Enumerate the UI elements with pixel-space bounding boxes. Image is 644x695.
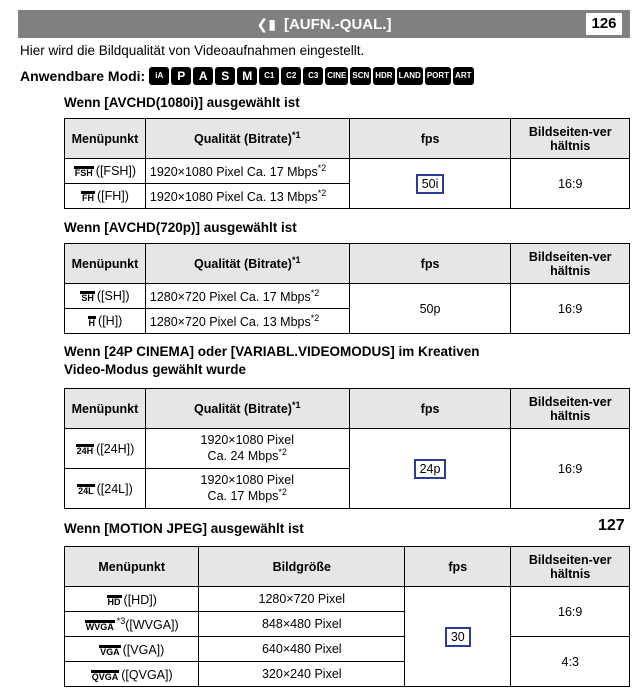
mode-portrait-icon: PORT (425, 67, 451, 85)
header-ratio: Bildseiten-ver hältnis (511, 119, 630, 159)
mode-m-icon: M (237, 67, 257, 85)
quality-cell: 1920×1080 Pixel Ca. 17 Mbps$^{*2}$ (145, 159, 349, 184)
ratio-cell: 16:9 (511, 284, 630, 334)
page-heading (18, 10, 630, 38)
menu-item-vga: VGA ([VGA]) (65, 637, 199, 662)
mode-ia-icon: iA (149, 67, 169, 85)
header-menu: Menüpunkt (65, 547, 199, 587)
video-h-icon: H (88, 318, 96, 329)
section3-title (64, 343, 480, 379)
page-number: 126 (586, 13, 622, 35)
header-fps: fps (349, 244, 511, 284)
mode-p-icon: P (171, 67, 191, 85)
section4-title: Wenn [MOTION JPEG] ausgewählt ist (64, 521, 304, 536)
header-ratio: Bildseiten-ver hältnis (511, 547, 630, 587)
ratio-cell: 16:9 (511, 159, 630, 209)
section4-table (64, 546, 630, 687)
mode-c3-icon: C3 (303, 67, 323, 85)
mode-icons (149, 67, 475, 85)
size-cell: 848×480 Pixel (199, 612, 405, 637)
video-sh-icon: SH (81, 293, 94, 304)
section3-title-line2: Video-Modus gewählt wurde (64, 362, 247, 377)
video-wvga-icon: WVGA (85, 622, 114, 633)
video-24l-icon: 24L (78, 485, 94, 496)
menu-item-fsh: FSH ([FSH]) (65, 159, 146, 184)
fps-cell (349, 159, 511, 209)
size-cell: 1280×720 Pixel (199, 587, 405, 612)
menu-item-qvga: QVGA ([QVGA]) (65, 662, 199, 687)
quality-cell: 1280×720 Pixel Ca. 13 Mbps$^{*2}$ (145, 309, 349, 334)
menu-item-sh: SH ([SH]) (65, 284, 146, 309)
menu-item-24h: 24H ([24H]) (65, 429, 146, 469)
mode-s-icon: S (215, 67, 235, 85)
table-row (65, 637, 630, 662)
quality-cell: 1280×720 Pixel Ca. 17 Mbps$^{*2}$ (145, 284, 349, 309)
mode-art-icon: ART (453, 67, 473, 85)
mode-c1-icon: C1 (259, 67, 279, 85)
mode-a-icon: A (193, 67, 213, 85)
fps-cell: 50p (349, 284, 511, 334)
header-size: Bildgröße (199, 547, 405, 587)
section3-title-line1: Wenn [24P CINEMA] oder [VARIABL.VIDEOMODUS] im Kreativen (64, 344, 480, 359)
section1-table (64, 118, 630, 209)
video-hd-icon: HD (107, 597, 121, 608)
intro-text: Hier wird die Bildqualität von Videoaufnahmen eingestellt. (20, 43, 365, 58)
fps-value: 50i (416, 174, 445, 194)
mode-c2-icon: C2 (281, 67, 301, 85)
quality-cell: 1920×1080 Pixel Ca. 24 Mbps$^{*2}$ (145, 429, 349, 469)
menu-item-24l: 24L ([24L]) (65, 469, 146, 509)
mode-hdr-icon: HDR (373, 67, 394, 85)
ratio-cell-std: 4:3 (511, 637, 630, 687)
menu-item-fh: FH ([FH]) (65, 184, 146, 209)
header-menu: Menüpunkt (65, 244, 146, 284)
video-fsh-icon: FSH (74, 168, 93, 179)
fps-cell (349, 429, 511, 509)
page-number-127: 127 (598, 517, 625, 534)
header-title: [AUFN.-QUAL.] (283, 16, 392, 33)
modes-label: Anwendbare Modi: (20, 68, 146, 84)
header-menu: Menüpunkt (65, 389, 146, 429)
header-ratio: Bildseiten-ver hältnis (511, 389, 630, 429)
menu-item-h: H ([H]) (65, 309, 146, 334)
video-fh-icon: FH (81, 193, 94, 204)
section3-table (64, 388, 630, 509)
section1-title: Wenn [AVCHD(1080i)] ausgewählt ist (64, 95, 300, 110)
header-quality: Qualität (Bitrate)$^{*1}$ (145, 244, 349, 284)
header-fps: fps (349, 119, 511, 159)
header-fps: fps (405, 547, 511, 587)
header-ratio: Bildseiten-ver hältnis (511, 244, 630, 284)
mode-landscape-icon: LAND (397, 67, 423, 85)
fps-cell (405, 587, 511, 687)
fps-value: 24p (414, 459, 447, 479)
quality-cell: 1920×1080 Pixel Ca. 13 Mbps$^{*2}$ (145, 184, 349, 209)
size-cell: 640×480 Pixel (199, 637, 405, 662)
section2-title: Wenn [AVCHD(720p)] ausgewählt ist (64, 220, 297, 235)
mode-cine-icon: CINE (325, 67, 348, 85)
video-qvga-icon: QVGA (91, 672, 119, 683)
table-row (65, 429, 630, 469)
header-quality: Qualität (Bitrate)$^{*1}$ (145, 119, 349, 159)
menu-item-wvga: WVGA$^{*3}$([WVGA]) (65, 612, 199, 637)
applicable-modes (20, 67, 476, 85)
section2-table (64, 243, 630, 334)
header-fps: fps (349, 389, 511, 429)
mode-scn-icon: SCN (350, 67, 371, 85)
header-quality: Qualität (Bitrate)$^{*1}$ (145, 389, 349, 429)
header-menu: Menüpunkt (65, 119, 146, 159)
header-bar (18, 10, 630, 38)
menu-item-hd: HD ([HD]) (65, 587, 199, 612)
fps-value: 30 (445, 627, 471, 647)
size-cell: 320×240 Pixel (199, 662, 405, 687)
table-row (65, 284, 630, 309)
table-row (65, 587, 630, 612)
back-arrow-icon: ❮▮ (256, 16, 276, 32)
ratio-cell: 16:9 (511, 429, 630, 509)
video-vga-icon: VGA (100, 647, 120, 658)
video-24h-icon: 24H (76, 445, 94, 456)
table-row (65, 159, 630, 184)
ratio-cell-wide: 16:9 (511, 587, 630, 637)
quality-cell: 1920×1080 Pixel Ca. 17 Mbps$^{*2}$ (145, 469, 349, 509)
